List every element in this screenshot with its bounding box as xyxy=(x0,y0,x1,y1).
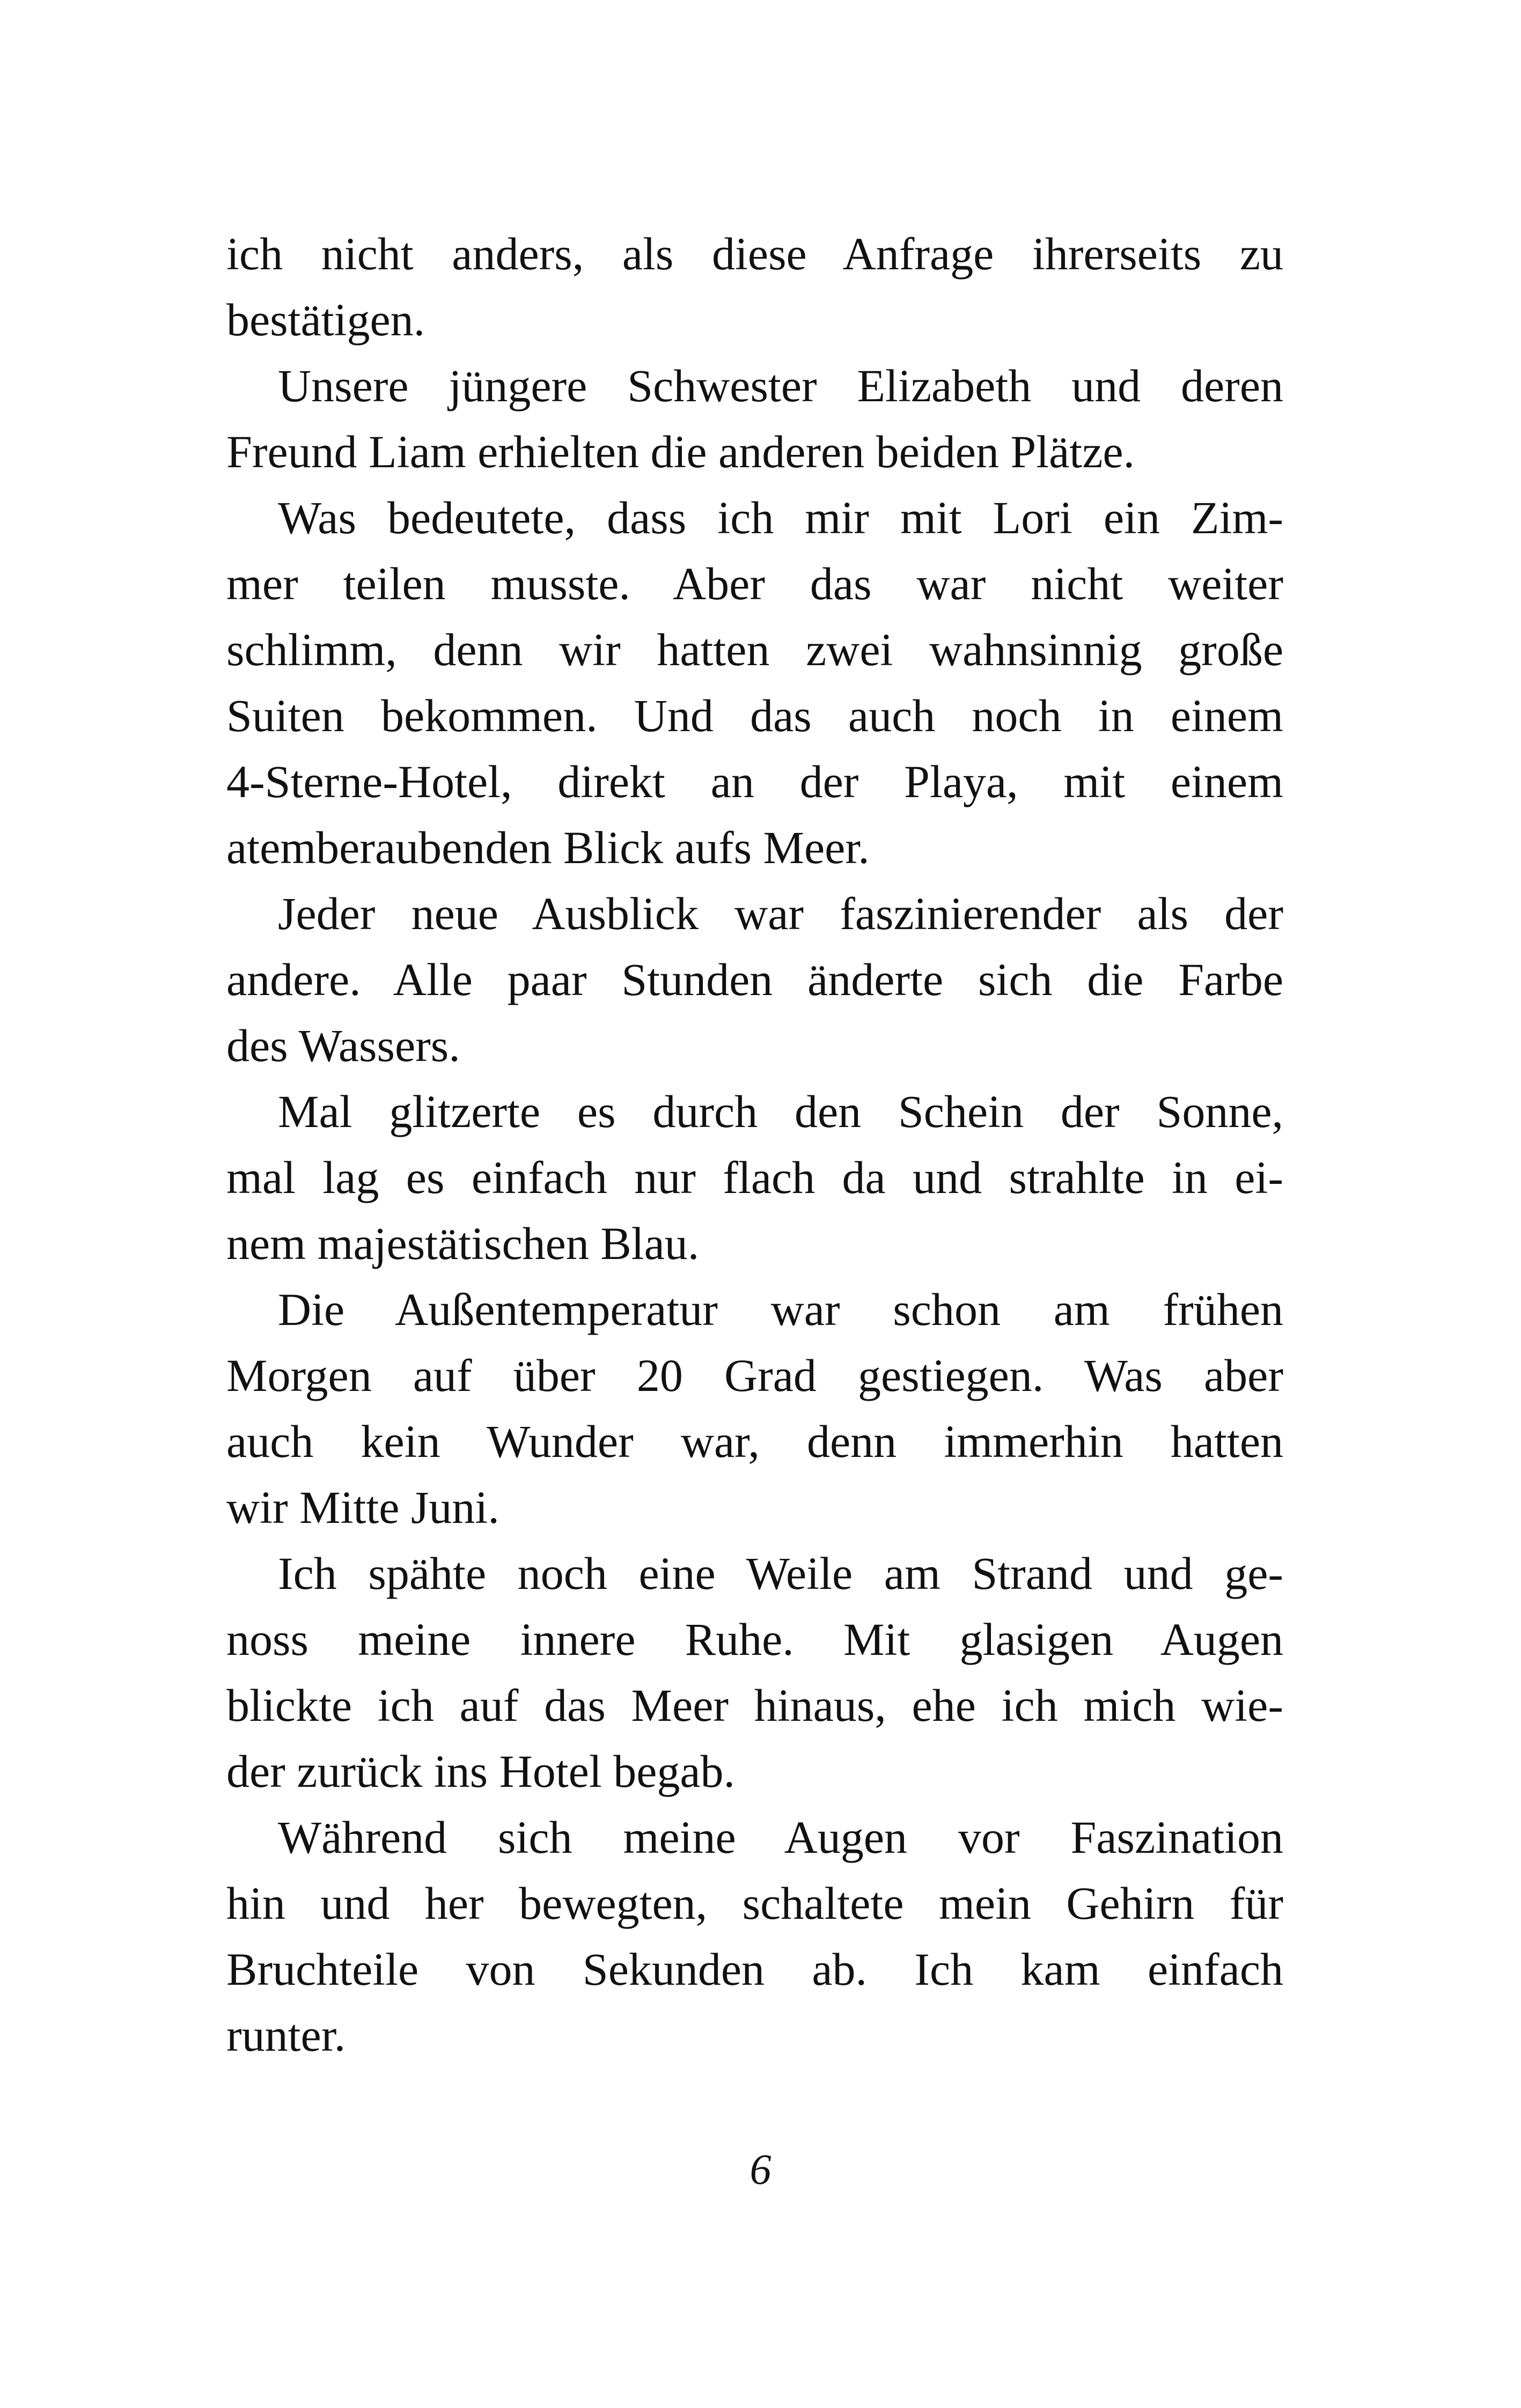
text-line: auch kein Wunder war, denn immerhin hatten xyxy=(226,1416,1283,1467)
text-line: der zurück ins Hotel begab. xyxy=(226,1746,736,1797)
text-line: Morgen auf über 20 Grad gestiegen. Was aber xyxy=(226,1350,1283,1401)
text-line: Was bedeutete, dass ich mir mit Lori ein Zim- xyxy=(278,492,1283,543)
text-line: Mal glitzerte es durch den Schein der Sonne, xyxy=(278,1086,1283,1137)
page-number: 6 xyxy=(750,2146,771,2193)
text-line: Freund Liam erhielten die anderen beiden Plätze. xyxy=(226,426,1135,477)
text-line: Ich spähte noch eine Weile am Strand und ge- xyxy=(278,1548,1283,1599)
text-line: Die Außentemperatur war schon am frühen xyxy=(278,1284,1283,1335)
text-line: andere. Alle paar Stunden änderte sich die Farbe xyxy=(226,954,1283,1005)
body-text xyxy=(226,221,1283,2068)
text-line: noss meine innere Ruhe. Mit glasigen Augen xyxy=(226,1614,1283,1665)
text-line: mal lag es einfach nur flach da und strahlte in ei- xyxy=(226,1152,1283,1203)
text-line: atemberaubenden Blick aufs Meer. xyxy=(226,822,870,873)
text-line: blickte ich auf das Meer hinaus, ehe ich mich wie- xyxy=(226,1680,1283,1731)
text-line: ich nicht anders, als diese Anfrage ihrerseits zu xyxy=(226,228,1283,279)
text-line: nem majestätischen Blau. xyxy=(226,1218,700,1269)
text-line: bestätigen. xyxy=(226,294,425,345)
text-line: Unsere jüngere Schwester Elizabeth und deren xyxy=(278,360,1283,411)
text-line: Bruchteile von Sekunden ab. Ich kam einfach xyxy=(226,1943,1283,1995)
text-line: des Wassers. xyxy=(226,1020,460,1071)
text-line: Während sich meine Augen vor Faszination xyxy=(278,1811,1283,1863)
text-line: mer teilen musste. Aber das war nicht weiter xyxy=(226,558,1283,609)
text-line: schlimm, denn wir hatten zwei wahnsinnig große xyxy=(226,624,1283,675)
text-line: hin und her bewegten, schaltete mein Gehirn für xyxy=(226,1877,1283,1929)
text-line: Jeder neue Ausblick war faszinierender als der xyxy=(278,888,1283,939)
text-line: wir Mitte Juni. xyxy=(226,1482,499,1533)
text-line: 4-Sterne-Hotel, direkt an der Playa, mit einem xyxy=(226,756,1283,807)
text-line: runter. xyxy=(226,2009,346,2061)
text-line: Suiten bekommen. Und das auch noch in einem xyxy=(226,690,1283,741)
